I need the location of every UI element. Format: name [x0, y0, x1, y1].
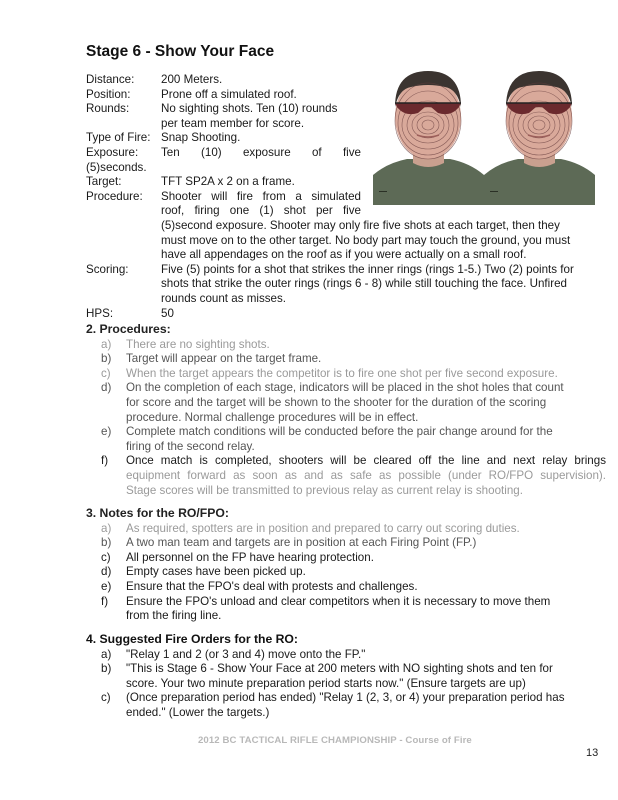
list-line: "This is Stage 6 - Show Your Face at 200 meters with NO sighting shots and ten for	[126, 662, 553, 676]
page-title: Stage 6 - Show Your Face	[86, 43, 275, 60]
list-item	[86, 352, 606, 367]
list-marker: b)	[101, 536, 112, 550]
field-value: 200 Meters.	[161, 73, 223, 86]
list-marker: b)	[101, 352, 112, 366]
field-value-line: shots that strike the outer rings (rings 6 - 8) while still touching the face. Unfired	[161, 277, 567, 291]
list-item	[86, 338, 606, 353]
list-item	[86, 648, 606, 663]
list-line: Complete match conditions will be conducted before the pair change around for the	[126, 425, 553, 439]
list-line: from the firing line.	[126, 609, 222, 623]
field-label: Rounds:	[86, 102, 130, 116]
field-label: Scoring:	[86, 262, 129, 276]
field-value-line: rounds count as misses.	[161, 291, 287, 305]
field-label: Type of Fire:	[86, 131, 151, 145]
list-line: Ensure the FPO's unload and clear competitors when it is necessary to move them	[126, 594, 551, 608]
list-line: Ensure that the FPO's deal with protests and challenges.	[126, 579, 418, 593]
field-value-line: Five (5) points for a shot that strikes the inner rings (rings 1-5.) Two (2) points for	[161, 262, 574, 276]
list-marker: e)	[101, 425, 112, 439]
field-hps	[86, 307, 606, 322]
field-label: Position:	[86, 87, 131, 101]
list-marker: f)	[101, 594, 109, 608]
list-item	[86, 551, 606, 566]
list-line: Stage scores will be transmitted to previous relay as current relay is shooting.	[126, 483, 523, 497]
list-line: equipment forward as soon as and as safe as possible (under RO/FPO supervision).	[126, 468, 606, 482]
procedures-section	[86, 322, 606, 498]
field-value-line: No sighting shots. Ten (10) rounds	[161, 102, 338, 116]
field-value-line: must move on to the other target. No body part may touch the ground, you must	[161, 233, 571, 247]
page-number: 13	[586, 747, 599, 759]
list-marker: a)	[101, 337, 112, 351]
list-marker: d)	[101, 381, 112, 395]
field-value: Snap Shooting.	[161, 131, 241, 145]
field-value-line: roof, firing one (1) shot per five	[161, 204, 361, 218]
list-item	[86, 522, 606, 537]
notes-section	[86, 506, 606, 624]
list-item	[86, 565, 606, 580]
list-marker: b)	[101, 662, 112, 676]
list-line: A two man team and targets are in position at each Firing Point (FP.)	[126, 536, 477, 550]
list-line: Target will appear on the target frame.	[126, 352, 322, 366]
list-item	[86, 454, 606, 498]
list-line: score. Your two minute preparation period starts now." (Ensure targets are up)	[126, 676, 526, 690]
field-value-line: per team member for score.	[161, 116, 305, 130]
section-heading: 3. Notes for the RO/FPO:	[86, 506, 229, 520]
field-value: TFT SP2A x 2 on a frame.	[161, 175, 295, 189]
list-item	[86, 425, 606, 454]
field-label: Exposure:	[86, 145, 139, 159]
list-item	[86, 381, 606, 425]
field-value-line: Shooter will fire from a simulated	[161, 189, 361, 203]
field-label: Target:	[86, 175, 122, 189]
list-item	[86, 580, 606, 595]
list-marker: c)	[101, 691, 111, 705]
list-line: Empty cases have been picked up.	[126, 565, 306, 579]
list-item	[86, 536, 606, 551]
list-line: All personnel on the FP have hearing protection.	[126, 550, 374, 564]
list-line: procedure. Normal challenge procedures will be in effect.	[126, 410, 419, 424]
list-marker: f)	[101, 454, 109, 468]
field-value-line: have all appendages on the roof as if you were actually on a small roof.	[161, 248, 527, 262]
field-label: HPS:	[86, 306, 114, 320]
face-target-image-left	[373, 63, 484, 205]
list-marker: a)	[101, 647, 112, 661]
list-item	[86, 367, 606, 382]
list-item	[86, 662, 606, 691]
list-marker: c)	[101, 550, 111, 564]
list-line: As required, spotters are in position and prepared to carry out scoring duties.	[126, 521, 520, 535]
list-marker: c)	[101, 366, 111, 380]
field-label: Distance:	[86, 73, 135, 86]
footer-text: 2012 BC TACTICAL RIFLE CHAMPIONSHIP - Course of Fire	[198, 735, 472, 746]
list-line: for score and the target will be shown to the shooter for the duration of the scoring	[126, 395, 547, 409]
field-value: Prone off a simulated roof.	[161, 87, 297, 101]
list-line: There are no sighting shots.	[126, 337, 270, 351]
section-heading: 4. Suggested Fire Orders for the RO:	[86, 632, 298, 646]
list-marker: d)	[101, 565, 112, 579]
list-line: firing of the second relay.	[126, 439, 255, 453]
field-value-line: (5)second exposure. Shooter may only fire five shots at each target, then they	[161, 218, 560, 232]
field-value: 50	[161, 306, 174, 320]
list-marker: e)	[101, 579, 112, 593]
list-item	[86, 691, 606, 720]
field-scoring	[86, 263, 606, 307]
list-line: On the completion of each stage, indicators will be placed in the shot holes that count	[126, 381, 564, 395]
list-line: (Once preparation period has ended) "Relay 1 (2, 3, or 4) your preparation period has	[126, 691, 565, 705]
list-line: "Relay 1 and 2 (or 3 and 4) move onto the FP."	[126, 647, 366, 661]
list-line: ended." (Lower the targets.)	[126, 705, 270, 719]
list-item	[86, 595, 606, 624]
list-marker: a)	[101, 521, 112, 535]
list-line: When the target appears the competitor is to fire one shot per five second exposure.	[126, 366, 558, 380]
target-photos	[373, 63, 595, 205]
list-line: Once match is completed, shooters will be cleared off the line and next relay brings	[126, 454, 606, 468]
face-target-image-right	[484, 63, 595, 205]
field-value-line: (5)seconds.	[86, 160, 147, 174]
field-label: Procedure:	[86, 189, 143, 203]
field-value-line: Ten (10) exposure of five	[161, 145, 361, 159]
section-heading: 2. Procedures:	[86, 322, 171, 336]
fire-orders-section	[86, 632, 606, 721]
